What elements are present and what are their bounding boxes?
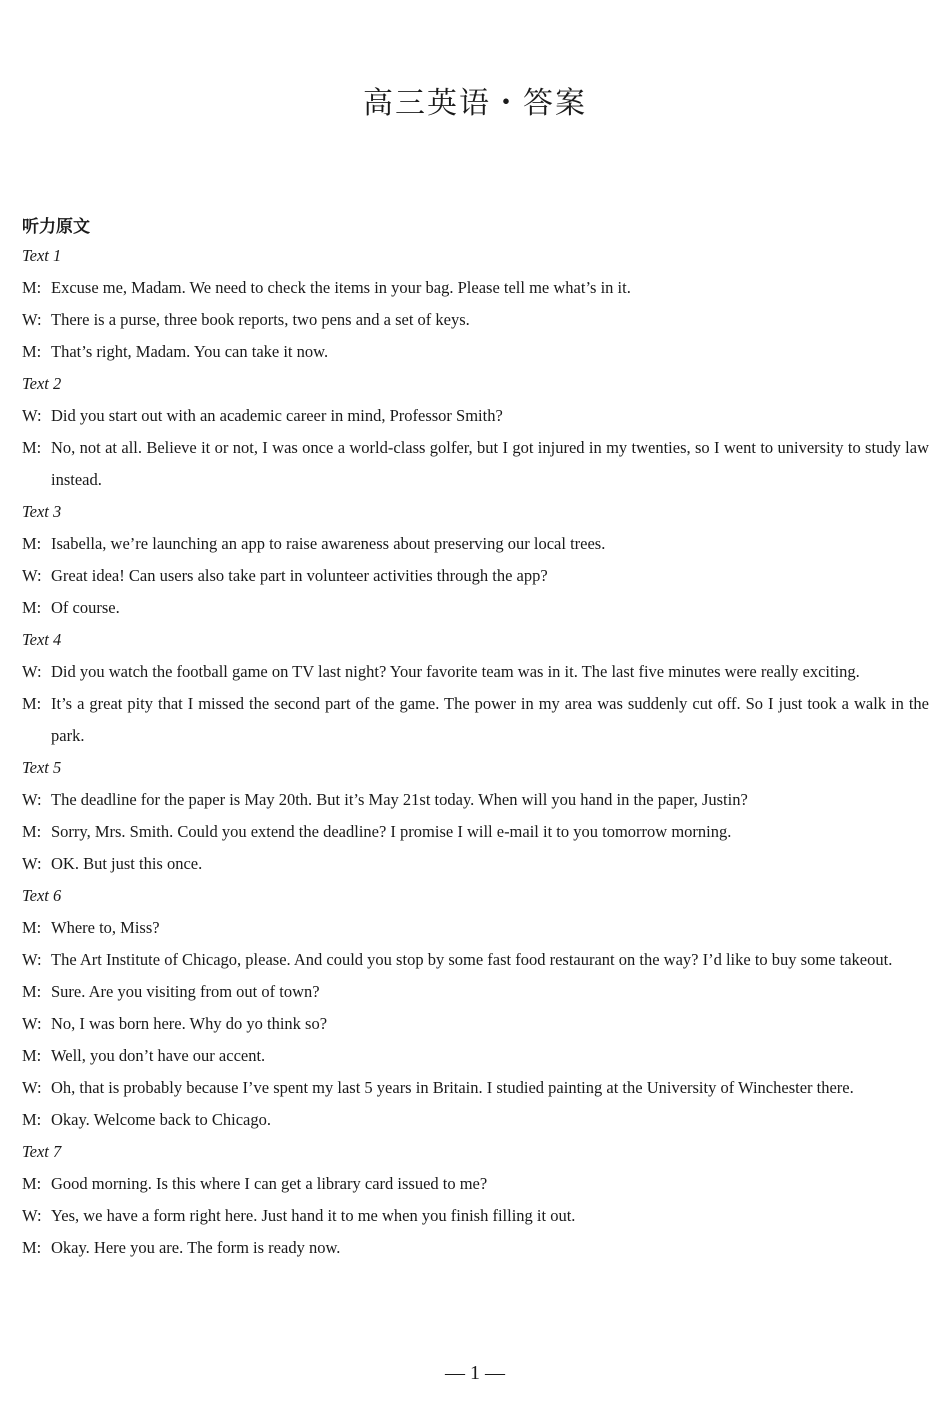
speaker-label: M: — [22, 982, 42, 1001]
speaker-label: W: — [22, 854, 42, 873]
dialogue-line — [22, 336, 929, 368]
utterance-text: Did you start out with an academic career in mind, Professor Smith? — [51, 406, 503, 425]
transcript-body — [22, 240, 929, 1264]
utterance-text: Well, you don’t have our accent. — [51, 1046, 266, 1065]
text-label: Text 4 — [22, 630, 62, 649]
text-label: Text 5 — [22, 758, 62, 777]
section-heading: 听力原文 — [22, 217, 90, 237]
utterance-text: No, I was born here. Why do yo think so? — [51, 1014, 328, 1033]
speaker-label: M: — [22, 1046, 42, 1065]
speaker-label: W: — [22, 1206, 42, 1225]
dialogue-line — [22, 816, 929, 848]
dialogue-line — [22, 1072, 929, 1104]
utterance-text: OK. But just this once. — [51, 854, 203, 873]
dialogue-line — [22, 688, 929, 752]
text-label: Text 2 — [22, 374, 62, 393]
speaker-label: M: — [22, 534, 42, 553]
utterance-text: Oh, that is probably because I’ve spent my last 5 years in Britain. I studied painting at the University of Winchester there. — [51, 1078, 854, 1097]
text-label: Text 6 — [22, 886, 62, 905]
dialogue-line — [22, 272, 929, 304]
utterance-text: Sorry, Mrs. Smith. Could you extend the deadline? I promise I will e-mail it to you tomorrow morning. — [51, 822, 732, 841]
speaker-label: M: — [22, 694, 42, 713]
dialogue-line — [22, 848, 929, 880]
dialogue-line — [22, 304, 929, 336]
speaker-label: W: — [22, 1014, 42, 1033]
text-label: Text 1 — [22, 246, 62, 265]
dialogue-line — [22, 432, 929, 496]
dialogue-line — [22, 1008, 929, 1040]
utterance-text: Of course. — [51, 598, 120, 617]
utterance-text: Sure. Are you visiting from out of town? — [51, 982, 320, 1001]
dialogue-line — [22, 784, 929, 816]
dialogue-line — [22, 560, 929, 592]
utterance-text: Great idea! Can users also take part in volunteer activities through the app? — [51, 566, 548, 585]
dialogue-line — [22, 528, 929, 560]
dialogue-line — [22, 1200, 929, 1232]
speaker-label: W: — [22, 310, 42, 329]
dialogue-line — [22, 912, 929, 944]
utterance-text: The Art Institute of Chicago, please. And could you stop by some fast food restaurant on the way? I’d like to buy some takeout. — [51, 950, 893, 969]
utterance-text: It’s a great pity that I missed the second part of the game. The power in my area was suddenly cut off. So I just took a walk in the park. — [51, 694, 929, 745]
dialogue-line — [22, 400, 929, 432]
page-title: 高三英语・答案 — [363, 86, 587, 121]
dialogue-line — [22, 944, 929, 976]
utterance-text: The deadline for the paper is May 20th. But it’s May 21st today. When will you hand in the paper, Justin? — [51, 790, 748, 809]
dialogue-line — [22, 1168, 929, 1200]
speaker-label: W: — [22, 1078, 42, 1097]
speaker-label: W: — [22, 790, 42, 809]
utterance-text: Did you watch the football game on TV last night? Your favorite team was in it. The last five minutes were really exciting. — [51, 662, 860, 681]
speaker-label: W: — [22, 950, 42, 969]
utterance-text: Isabella, we’re launching an app to raise awareness about preserving our local trees. — [51, 534, 606, 553]
utterance-text: Good morning. Is this where I can get a library card issued to me? — [51, 1174, 488, 1193]
dialogue-line — [22, 1040, 929, 1072]
speaker-label: M: — [22, 822, 42, 841]
speaker-label: M: — [22, 1110, 42, 1129]
utterance-text: There is a purse, three book reports, two pens and a set of keys. — [51, 310, 470, 329]
utterance-text: Okay. Welcome back to Chicago. — [51, 1110, 271, 1129]
speaker-label: M: — [22, 1238, 42, 1257]
utterance-text: Yes, we have a form right here. Just hand it to me when you finish filling it out. — [51, 1206, 576, 1225]
dialogue-line — [22, 656, 929, 688]
speaker-label: M: — [22, 1174, 42, 1193]
speaker-label: W: — [22, 566, 42, 585]
dialogue-line — [22, 592, 929, 624]
dialogue-line — [22, 1232, 929, 1264]
dialogue-line — [22, 976, 929, 1008]
utterance-text: No, not at all. Believe it or not, I was once a world-class golfer, but I got injured in my twenties, so I went to university to study law instead. — [51, 438, 929, 489]
utterance-text: Excuse me, Madam. We need to check the items in your bag. Please tell me what’s in it. — [51, 278, 631, 297]
speaker-label: M: — [22, 342, 42, 361]
utterance-text: That’s right, Madam. You can take it now. — [51, 342, 329, 361]
utterance-text: Okay. Here you are. The form is ready now. — [51, 1238, 341, 1257]
utterance-text: Where to, Miss? — [51, 918, 160, 937]
speaker-label: M: — [22, 438, 42, 457]
speaker-label: M: — [22, 918, 42, 937]
speaker-label: M: — [22, 278, 42, 297]
text-label: Text 3 — [22, 502, 62, 521]
speaker-label: M: — [22, 598, 42, 617]
speaker-label: W: — [22, 406, 42, 425]
dialogue-line — [22, 1104, 929, 1136]
text-label: Text 7 — [22, 1142, 62, 1161]
speaker-label: W: — [22, 662, 42, 681]
page-number: — 1 — — [445, 1362, 505, 1384]
